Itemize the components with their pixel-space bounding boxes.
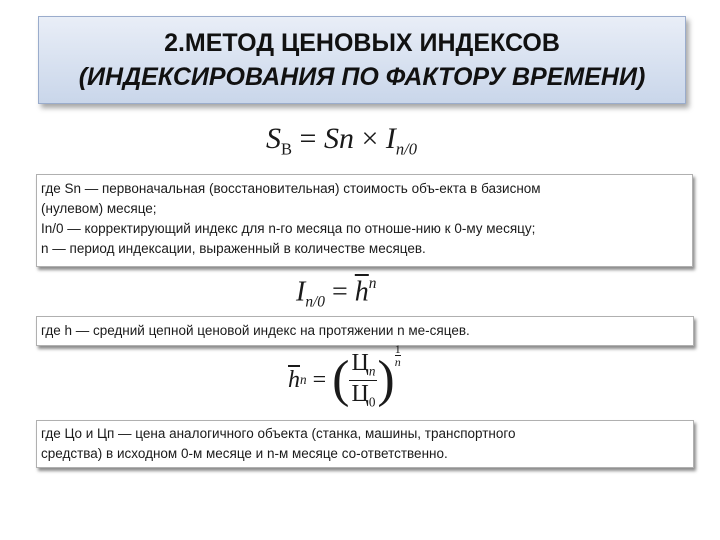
title-line-2: (ИНДЕКСИРОВАНИЯ ПО ФАКТОРУ ВРЕМЕНИ) — [78, 63, 646, 91]
formula-i-h-sup: n — [368, 275, 377, 292]
formula-sv-sn: Sn — [323, 122, 354, 155]
formula-h-lhs: $\overline{h}$ — [288, 366, 300, 393]
note2-line-1: где h — средний цепной ценовой индекс на протяжении n ме-сяцев. — [41, 323, 470, 338]
exponent-fraction — [395, 343, 401, 368]
right-paren: ) — [377, 351, 395, 408]
formula-i-h: $\overline{h}$ — [354, 276, 369, 308]
formula-sv-times: × — [361, 122, 379, 155]
formula-sv-eq: = — [299, 122, 317, 155]
note-box-2 — [36, 316, 694, 346]
note3-line-1: где Цо и Цп — цена аналогичного объекта (станка, машины, транспортного — [41, 426, 516, 441]
note-box-3 — [36, 420, 694, 468]
exponent-denominator: n — [394, 355, 401, 369]
title-line-1: 2.МЕТОД ЦЕНОВЫХ ИНДЕКСОВ — [164, 29, 560, 57]
formula-i — [296, 275, 377, 311]
price-fraction — [349, 350, 377, 410]
formula-i-lhs: I — [296, 276, 306, 308]
note1-line-1: где Sn — первоначальная (восстановительная) стоимость объ-екта в базисном — [41, 181, 541, 196]
note1-line-3: In/0 — корректирующий индекс для n-го месяца по отноше-нию к 0-му месяцу; — [41, 221, 536, 236]
frac-numerator-sub: n — [368, 363, 376, 379]
formula-i-lhs-sub: n/0 — [305, 293, 325, 311]
formula-i-eq: = — [332, 276, 348, 308]
formula-sv-i-sub: n/0 — [395, 139, 417, 159]
formula-sv-lhs-sub: В — [281, 139, 293, 159]
note-box-1 — [36, 174, 693, 267]
note1-line-4: n — период индексации, выраженный в количестве месяцев. — [41, 241, 426, 256]
slide-title — [38, 16, 686, 104]
frac-numerator: Ц — [351, 350, 369, 377]
note3-line-2: средства) в исходном 0-м месяце и n-м месяце со-ответственно. — [41, 446, 448, 461]
formula-h — [288, 342, 401, 415]
formula-h-eq: = — [312, 366, 327, 393]
exponent-numerator: 1 — [394, 342, 401, 356]
left-paren: ( — [332, 351, 350, 408]
formula-h-lhs-sup: n — [300, 372, 307, 387]
formula-sv-i: I — [385, 122, 396, 155]
note1-line-2: (нулевом) месяце; — [41, 201, 157, 216]
formula-sv-lhs: S — [266, 122, 281, 155]
frac-denominator: Ц — [351, 380, 369, 407]
formula-sv — [266, 122, 417, 160]
frac-denominator-sub: 0 — [368, 393, 376, 409]
